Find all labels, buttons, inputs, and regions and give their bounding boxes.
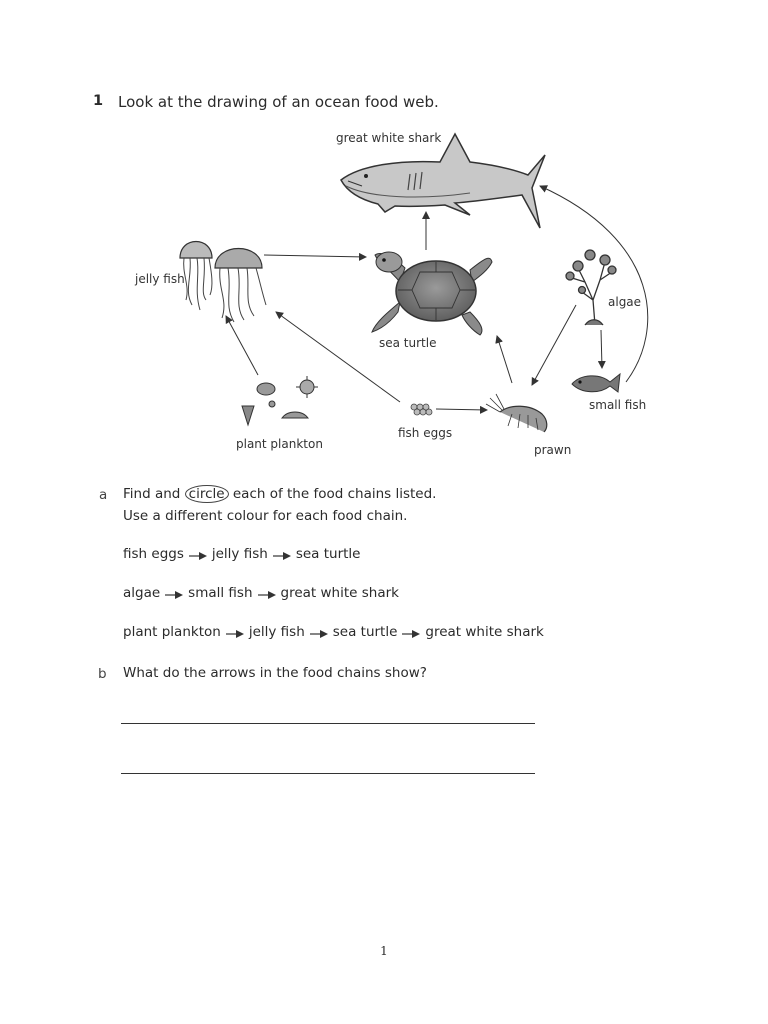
- food-chain-1[interactable]: [123, 546, 360, 562]
- chain-item: jelly fish: [211, 546, 268, 562]
- instruction-rest: each of the food chains listed.: [232, 486, 437, 502]
- instruction-find: Find and: [123, 486, 181, 502]
- chain-item: sea turtle: [295, 546, 361, 562]
- right-arrow-icon: [258, 589, 276, 599]
- right-arrow-icon: [310, 628, 328, 638]
- right-arrow-icon: [189, 550, 207, 560]
- part-a-instruction-line1: [123, 486, 436, 502]
- label-small-fish: small fish: [589, 398, 647, 412]
- right-arrow-icon: [165, 589, 183, 599]
- chain-item: great white shark: [425, 624, 544, 640]
- question-text: Look at the drawing of an ocean food web.: [118, 93, 439, 111]
- plankton-illustration: [242, 376, 318, 425]
- prawn-illustration: [486, 394, 547, 432]
- chain-item: jelly fish: [248, 624, 305, 640]
- part-b-letter: b: [98, 666, 107, 682]
- small-fish-illustration: [572, 374, 620, 392]
- shark-illustration: [341, 134, 545, 228]
- right-arrow-icon: [402, 628, 420, 638]
- label-fish-eggs: fish eggs: [398, 426, 453, 440]
- right-arrow-icon: [226, 628, 244, 638]
- page-number: 1: [380, 944, 388, 958]
- instruction-circled-word: circle: [185, 485, 229, 503]
- food-web-diagram: [0, 0, 768, 470]
- food-chain-3[interactable]: [123, 624, 544, 640]
- label-algae: algae: [608, 295, 642, 309]
- sea-turtle-illustration: [372, 252, 492, 335]
- jellyfish-illustration: [180, 242, 266, 323]
- label-jelly-fish: jelly fish: [135, 272, 185, 286]
- chain-item: small fish: [188, 585, 253, 601]
- fish-eggs-illustration: [411, 404, 432, 415]
- label-great-white-shark: great white shark: [336, 131, 442, 145]
- chain-item: plant plankton: [123, 624, 221, 640]
- food-chain-2[interactable]: [123, 585, 399, 601]
- right-arrow-icon: [273, 550, 291, 560]
- part-b-question: What do the arrows in the food chains show?: [123, 665, 427, 681]
- chain-item: fish eggs: [123, 546, 184, 562]
- label-prawn: prawn: [534, 443, 572, 457]
- chain-item: algae: [123, 585, 161, 601]
- answer-line-2[interactable]: [121, 773, 535, 774]
- algae-illustration: [566, 250, 616, 325]
- chain-item: sea turtle: [332, 624, 398, 640]
- part-a-letter: a: [99, 487, 108, 503]
- label-plant-plankton: plant plankton: [236, 437, 323, 451]
- label-sea-turtle: sea turtle: [379, 336, 437, 350]
- answer-line-1[interactable]: [121, 723, 535, 724]
- question-number: 1: [93, 93, 104, 109]
- chain-item: great white shark: [280, 585, 399, 601]
- part-a-instruction-line2: Use a different colour for each food chain.: [123, 508, 408, 524]
